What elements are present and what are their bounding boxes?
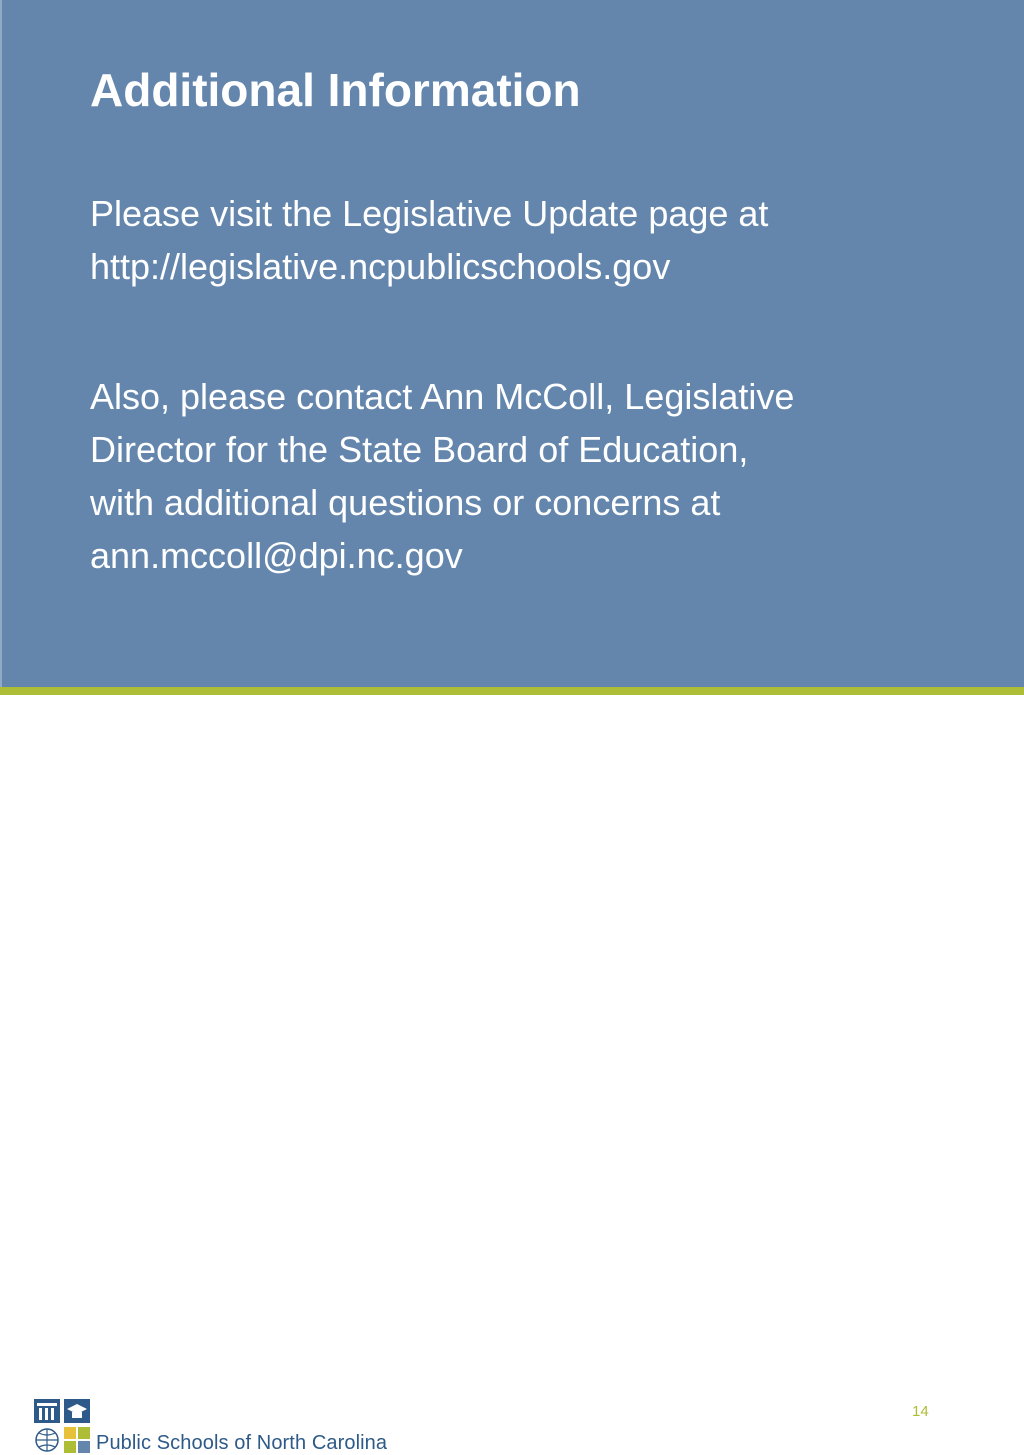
contact-paragraph <box>90 370 970 582</box>
accent-divider-bar <box>0 687 1024 695</box>
org-name: Public Schools of North Carolina <box>96 1432 388 1454</box>
page-number: 14 <box>912 1403 929 1420</box>
contact-text-line-1: Also, please contact Ann McColl, Legislative <box>90 376 795 417</box>
website-url: http://legislative.ncpublicschools.gov <box>90 246 671 287</box>
slide-title: Additional Information <box>90 64 581 116</box>
website-intro-text: Please visit the Legislative Update page at <box>90 193 769 234</box>
slide-footer <box>0 695 1024 1454</box>
contact-email: ann.mccoll@dpi.nc.gov <box>90 535 463 576</box>
contact-text-line-2: Director for the State Board of Education, <box>90 429 749 470</box>
contact-text-line-3: with additional questions or concerns at <box>90 482 721 523</box>
ncdpi-logo-icon <box>34 1399 94 1455</box>
slide-content-area <box>0 0 1024 687</box>
website-paragraph <box>90 187 970 293</box>
